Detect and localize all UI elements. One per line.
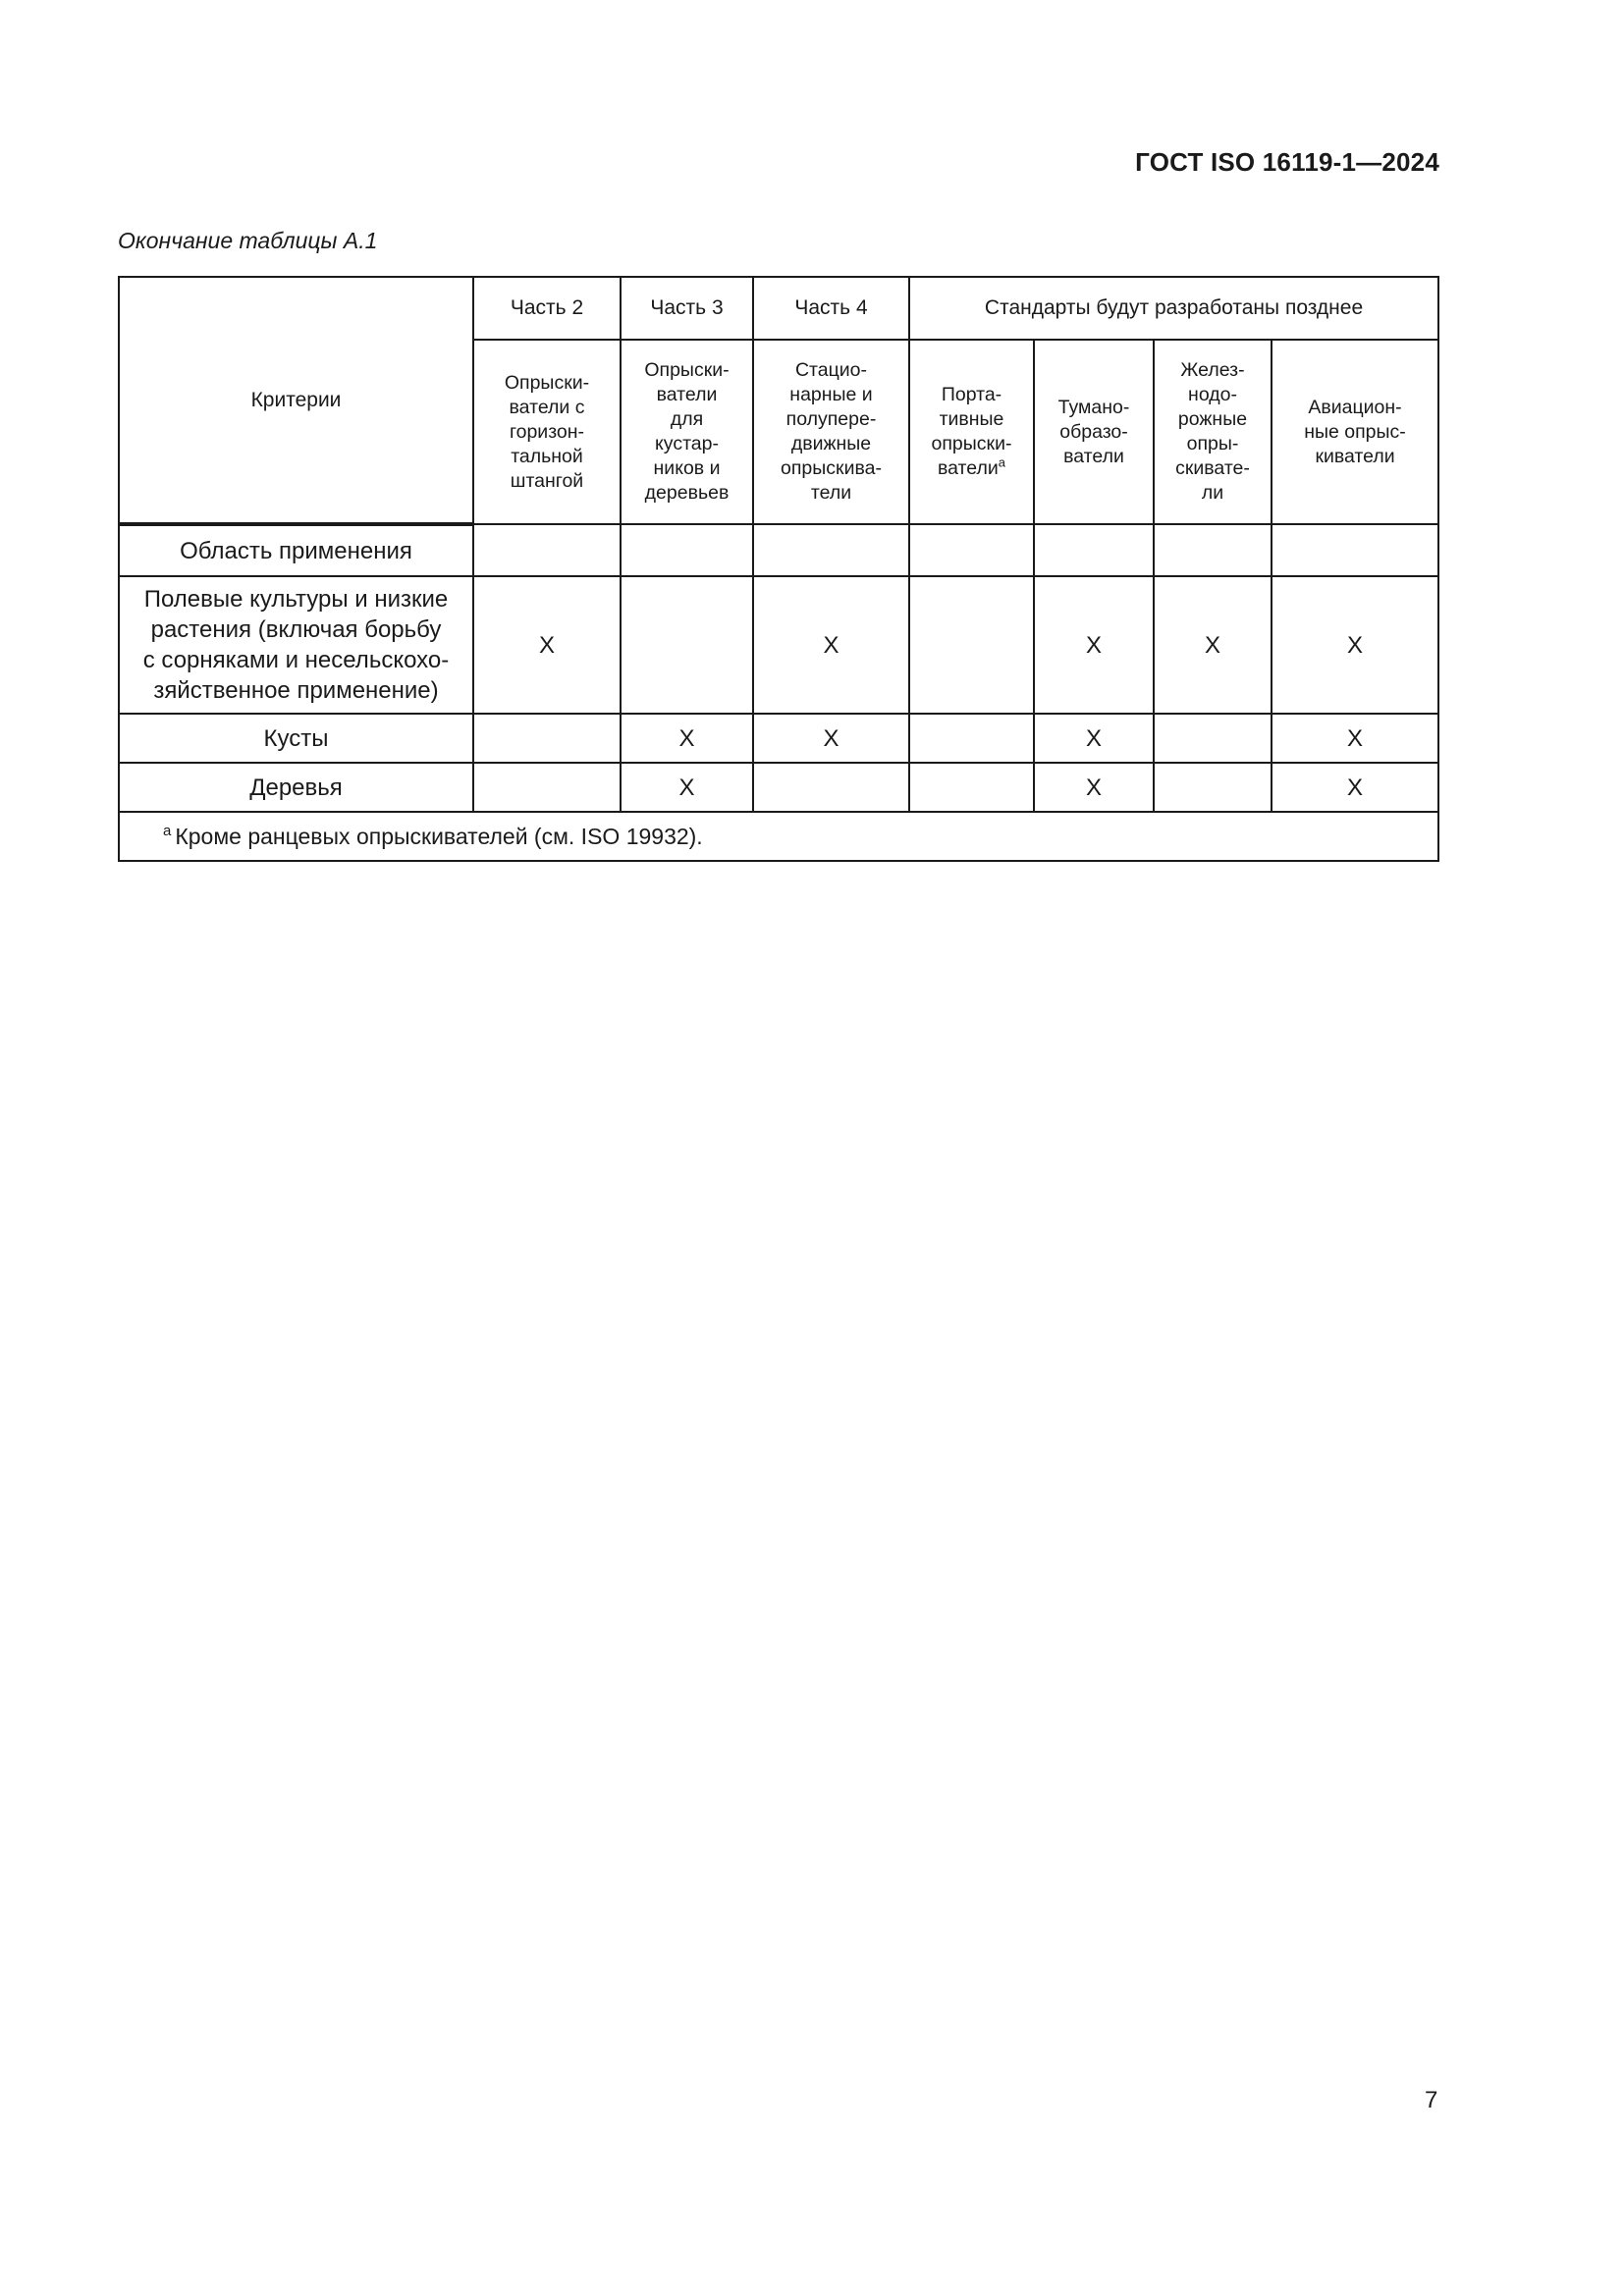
table-cell: X xyxy=(1034,714,1154,763)
table-footnote xyxy=(119,812,1438,861)
sub-header-line: Порта- xyxy=(941,384,1002,405)
table-cell: X xyxy=(621,763,753,812)
sub-header-line: Авиацион- xyxy=(1308,396,1402,418)
sub-header-4 xyxy=(1034,340,1154,524)
criteria-table xyxy=(118,276,1439,862)
table-cell xyxy=(621,576,753,714)
sub-header-line: деревьев xyxy=(644,482,730,504)
sub-header-line: рожные xyxy=(1177,408,1248,430)
header-row-groups xyxy=(119,277,1438,340)
table-cell xyxy=(473,714,621,763)
table-row xyxy=(119,576,1438,714)
table-cell xyxy=(1154,714,1272,763)
table-cell xyxy=(1154,763,1272,812)
sub-header-line: опры- xyxy=(1186,433,1239,454)
table-row xyxy=(119,524,1438,576)
row-label-line: Полевые культуры и низкие xyxy=(143,586,449,613)
sub-header-line: ли xyxy=(1201,482,1224,504)
table-cell: X xyxy=(1272,763,1438,812)
sub-header-line: ников и xyxy=(653,457,721,479)
table-cell: X xyxy=(1272,714,1438,763)
table-cell xyxy=(1272,524,1438,576)
sub-header-5 xyxy=(1154,340,1272,524)
sub-header-line: опрыскива- xyxy=(781,457,882,479)
footnote-text: Кроме ранцевых опрыскивателей (см. ISO 19932). xyxy=(175,823,703,849)
row-label-line: растения (включая борьбу xyxy=(150,616,442,643)
sub-header-line: тели xyxy=(810,482,852,504)
page-number: 7 xyxy=(1425,2087,1438,2113)
sub-header-line: штангой xyxy=(510,469,584,492)
sub-header-line: Опрыски- xyxy=(504,371,590,394)
sub-header-0 xyxy=(473,340,621,524)
table-cell xyxy=(909,763,1034,812)
table-cell: X xyxy=(753,714,909,763)
group-header-part4: Часть 4 xyxy=(753,277,909,340)
table-cell xyxy=(909,524,1034,576)
sub-header-line: кустар- xyxy=(655,433,719,454)
group-header-part3: Часть 3 xyxy=(621,277,753,340)
footnote-mark: а xyxy=(163,822,172,839)
table-cell xyxy=(473,763,621,812)
row-label: Кусты xyxy=(119,714,473,763)
table-cell: X xyxy=(1154,576,1272,714)
row-label-line: зяйственное применение) xyxy=(153,677,439,704)
table-cell: X xyxy=(1272,576,1438,714)
criteria-header: Критерии xyxy=(119,277,473,524)
sub-header-line: Желез- xyxy=(1180,359,1245,381)
sub-header-line: ватели xyxy=(656,384,718,405)
table-cell xyxy=(621,524,753,576)
sub-header-line: нодо- xyxy=(1188,384,1237,405)
table-cell xyxy=(909,714,1034,763)
table-row xyxy=(119,714,1438,763)
sub-header-line: тивные xyxy=(939,408,1004,430)
table-cell xyxy=(473,524,621,576)
sub-header-line: полупере- xyxy=(785,408,877,430)
sub-header-line: ные опрыс- xyxy=(1304,420,1406,443)
table-cell xyxy=(753,524,909,576)
table-cell xyxy=(1034,524,1154,576)
table-cell xyxy=(753,763,909,812)
group-header-future: Стандарты будут разработаны позднее xyxy=(909,277,1438,340)
sub-header-1 xyxy=(621,340,753,524)
row-label xyxy=(119,576,473,714)
sub-header-line: для xyxy=(670,408,704,430)
sub-header-line: опрыски- xyxy=(931,433,1012,454)
sub-header-2 xyxy=(753,340,909,524)
table-row xyxy=(119,763,1438,812)
sub-header-line: нарные и xyxy=(789,384,873,405)
sub-header-line: образо- xyxy=(1059,420,1128,443)
table-cell: X xyxy=(621,714,753,763)
sub-header-line: ватели с xyxy=(509,396,585,418)
sub-header-line: тальной xyxy=(511,445,583,467)
row-label-line: с сорняками и несельскохо- xyxy=(142,647,450,673)
sub-header-line: скивате- xyxy=(1175,457,1250,479)
table-cell xyxy=(1154,524,1272,576)
sub-header-line: горизон- xyxy=(509,420,585,443)
row-label: Деревья xyxy=(119,763,473,812)
sub-header-line: Тумано- xyxy=(1057,396,1130,418)
sub-header-line: Стацио- xyxy=(794,359,868,381)
sub-header-line: ватели xyxy=(1063,445,1124,467)
sub-header-line: ватели xyxy=(938,457,999,479)
table-cell: X xyxy=(473,576,621,714)
table-cell: X xyxy=(753,576,909,714)
sub-header-6 xyxy=(1272,340,1438,524)
group-header-part2: Часть 2 xyxy=(473,277,621,340)
sub-header-3 xyxy=(909,340,1034,524)
row-label: Область применения xyxy=(119,524,473,576)
table-cell: X xyxy=(1034,576,1154,714)
sub-header-line: Опрыски- xyxy=(644,359,730,381)
footnote-ref: а xyxy=(998,454,1005,470)
table-cell xyxy=(909,576,1034,714)
sub-header-line: движные xyxy=(790,433,872,454)
sub-header-line: киватели xyxy=(1315,445,1395,467)
table-cell: X xyxy=(1034,763,1154,812)
table-caption: Окончание таблицы А.1 xyxy=(118,228,378,253)
document-id: ГОСТ ISO 16119-1—2024 xyxy=(1135,147,1439,177)
